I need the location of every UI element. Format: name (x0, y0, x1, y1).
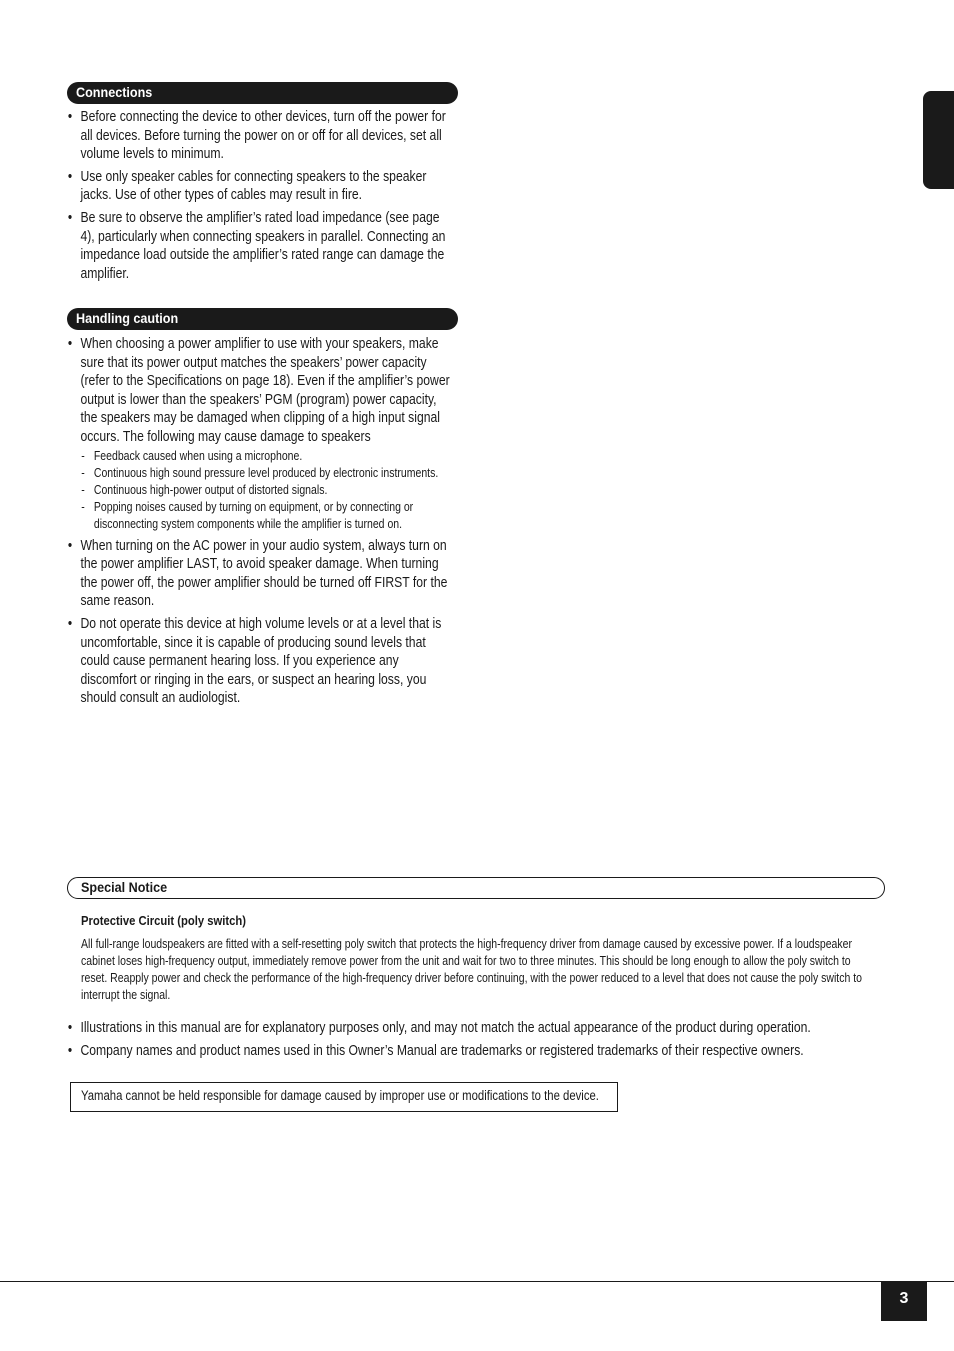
damage-cause-3: - Continuous high-power output of distorted signals. (80, 482, 453, 499)
page-number: 3 (881, 1282, 927, 1321)
edge-index-tab (923, 91, 954, 189)
handling-item-3: • Do not operate this device at high volume levels or at a level that is uncomfortable, since it is capable of producing sound levels that could cause permanent hearing loss. If you experience any discomfort or ringing in the ears, or suspect an hearing loss, you should consult an audiologist. (67, 615, 453, 708)
handling-item-1-text: When choosing a power amplifier to use with your speakers, make sure that its power output matches the speakers’ power capacity (refer to the Specifications on page 18). Even if the amplifier’s power output is lower than the speakers’ PGM (program) power capacity, the speakers may be damaged when clipping of a high input signal occurs. The following may cause damage to speakers (80, 336, 450, 445)
poly-switch-subheading: Protective Circuit (poly switch) (81, 914, 247, 928)
damage-causes-list (80, 448, 453, 533)
handling-item-2: • When turning on the AC power in your audio system, always turn on the power amplifier LAST, to avoid speaker damage. When turning the power off, the power amplifier should be turned off FIRST for the same reason. (67, 537, 453, 611)
general-notes-list (67, 1019, 949, 1061)
special-notice-heading (67, 877, 885, 899)
general-note-2: • Company names and product names used in this Owner’s Manual are trademarks or registered trademarks of their respective owners. (67, 1042, 949, 1061)
handling-heading-text: Handling caution (76, 310, 179, 326)
connections-list (67, 108, 453, 283)
connections-item-1: • Before connecting the device to other devices, turn off the power for all devices. Before turning the power on or off for all devices, set all volume levels to minimum. (67, 108, 453, 164)
connections-heading-text: Connections (76, 84, 153, 100)
disclaimer-box (70, 1082, 618, 1112)
general-notes (67, 1019, 954, 1065)
general-note-1: • Illustrations in this manual are for explanatory purposes only, and may not match the actual appearance of the product during operation. (67, 1019, 949, 1038)
damage-cause-2: - Continuous high sound pressure level produced by electronic instruments. (80, 465, 453, 482)
handling-section (67, 335, 527, 712)
connections-section (67, 108, 527, 287)
connections-item-3: • Be sure to observe the amplifier’s rated load impedance (see page 4), particularly when connecting speakers in parallel. Connecting an impedance load outside the amplifier’s rated range can damage the amplifier. (67, 209, 453, 283)
connections-item-2: • Use only speaker cables for connecting speakers to the speaker jacks. Use of other types of cables may result in fire. (67, 168, 453, 205)
handling-list (67, 335, 453, 708)
damage-cause-4: - Popping noises caused by turning on equipment, or by connecting or disconnecting system components while the amplifier is turned on. (80, 499, 453, 533)
damage-cause-1: - Feedback caused when using a microphone. (80, 448, 453, 465)
footer-rule (0, 1281, 954, 1282)
special-notice-heading-text: Special Notice (81, 879, 168, 895)
disclaimer-text: Yamaha cannot be held responsible for damage caused by improper use or modifications to the device. (81, 1088, 599, 1103)
handling-heading (67, 308, 458, 330)
poly-switch-paragraph: All full-range loudspeakers are fitted with a self-resetting poly switch that protects the high-frequency driver from damage caused by excessive power. If a loudspeaker cabinet loses high-frequency output, immediately remove power from the unit and wait for two to three minutes. This should be long enough to allow the poly switch to reset. Reapply power and check the performance of the high-frequency driver before continuing, with the power reduced to a level that does not cause the poly switch to interrupt the signal. (81, 937, 862, 1002)
connections-heading (67, 82, 458, 104)
handling-item-1 (67, 335, 453, 533)
